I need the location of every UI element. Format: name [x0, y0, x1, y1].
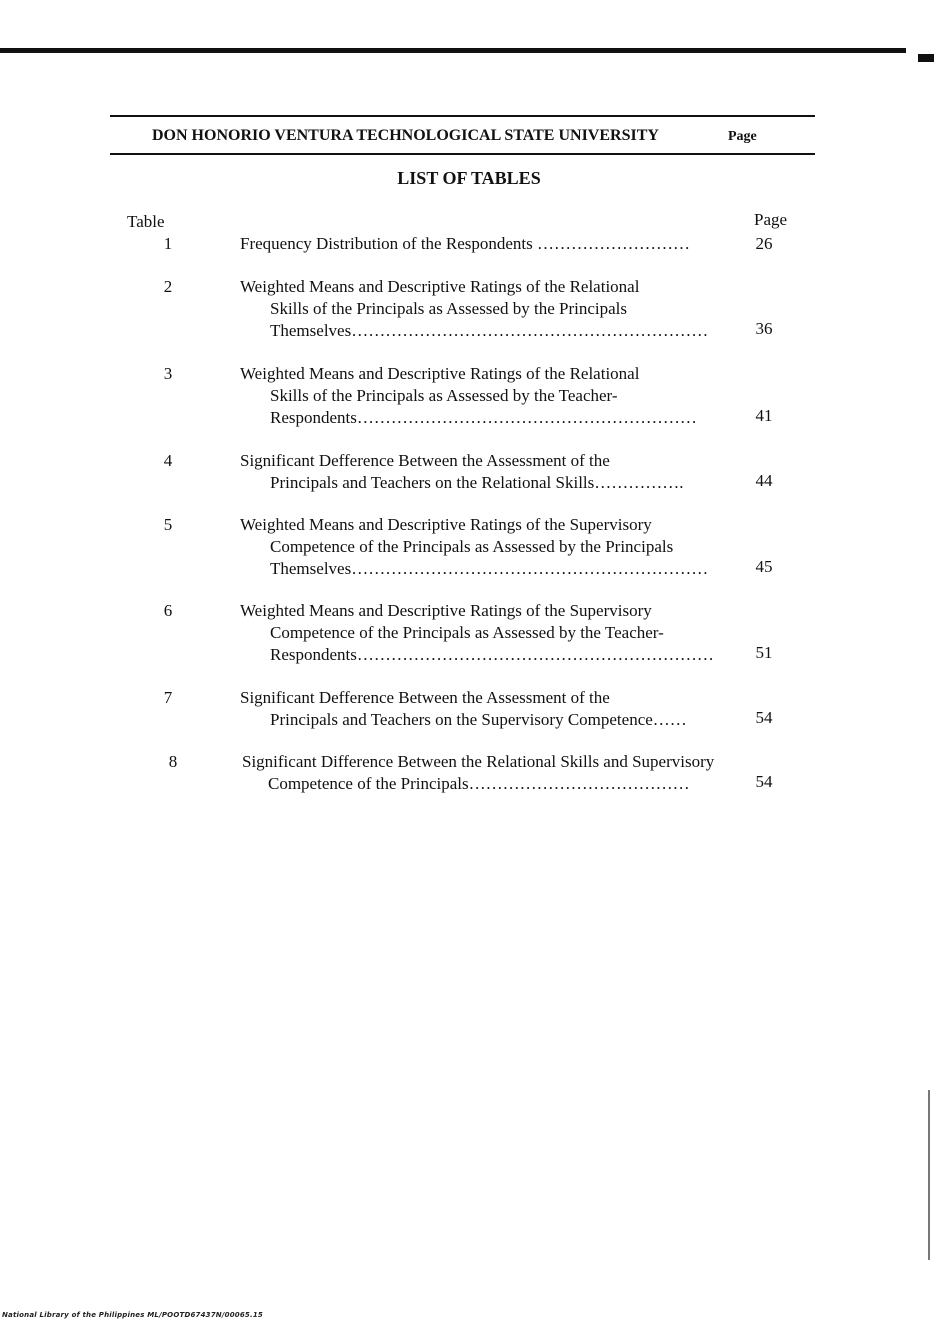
scan-right-edge-line	[928, 1090, 930, 1260]
table-caption-line: Competence of the Principals as Assessed by the Teacher-	[270, 623, 664, 642]
table-number: 6	[163, 601, 173, 620]
table-number: 5	[163, 515, 173, 534]
table-page-number: 41	[755, 406, 773, 425]
table-caption-line: Principals and Teachers on the Supervisory Competence……	[270, 710, 687, 729]
table-number: 4	[163, 451, 173, 470]
table-page-number: 54	[755, 772, 773, 791]
scan-edge-mark	[918, 54, 934, 62]
table-number: 8	[168, 752, 178, 771]
table-caption-line: Frequency Distribution of the Respondents ………………………	[240, 234, 690, 253]
table-column-heading: Table	[127, 212, 165, 231]
library-footer: National Library of the Philippines ML/POOTD67437N/00065.15	[2, 1311, 263, 1319]
table-page-number: 36	[755, 319, 773, 338]
table-number: 7	[163, 688, 173, 707]
university-name: DON HONORIO VENTURA TECHNOLOGICAL STATE UNIVERSITY	[152, 127, 659, 144]
table-caption-line: Respondents……………………………………………………	[270, 408, 697, 427]
page-title: LIST OF TABLES	[397, 168, 541, 188]
table-caption-line: Competence of the Principals…………………………………	[268, 774, 690, 793]
table-caption-line: Weighted Means and Descriptive Ratings of the Supervisory	[240, 515, 652, 534]
page-column-heading: Page	[754, 210, 788, 229]
table-caption-line: Skills of the Principals as Assessed by the Teacher-	[270, 386, 618, 405]
table-caption-line: Principals and Teachers on the Relational Skills…………….	[270, 473, 684, 492]
table-page-number: 51	[755, 643, 773, 662]
table-caption-line: Weighted Means and Descriptive Ratings of the Relational	[240, 277, 640, 296]
table-caption-line: Themselves………………………………………………………	[270, 321, 709, 340]
table-caption-line: Significant Defference Between the Assessment of the	[240, 688, 610, 707]
table-number: 2	[163, 277, 173, 296]
header-page-label: Page	[728, 129, 757, 144]
table-page-number: 44	[755, 471, 773, 490]
scan-edge-bar	[0, 48, 906, 53]
table-number: 3	[163, 364, 173, 383]
table-caption-line: Significant Defference Between the Assessment of the	[240, 451, 610, 470]
table-page-number: 54	[755, 708, 773, 727]
table-caption-line: Weighted Means and Descriptive Ratings of the Supervisory	[240, 601, 652, 620]
table-caption-line: Weighted Means and Descriptive Ratings of the Relational	[240, 364, 640, 383]
table-caption-line: Significant Difference Between the Relational Skills and Supervisory	[242, 752, 715, 771]
table-caption-line: Themselves………………………………………………………	[270, 559, 709, 578]
table-caption-line: Respondents………………………………………………………	[270, 645, 714, 664]
table-caption-line: Competence of the Principals as Assessed by the Principals	[270, 537, 674, 556]
table-page-number: 45	[755, 557, 773, 576]
table-caption-line: Skills of the Principals as Assessed by the Principals	[270, 299, 627, 318]
page-header	[110, 115, 815, 155]
table-page-number: 26	[755, 234, 773, 253]
table-number: 1	[163, 234, 173, 253]
